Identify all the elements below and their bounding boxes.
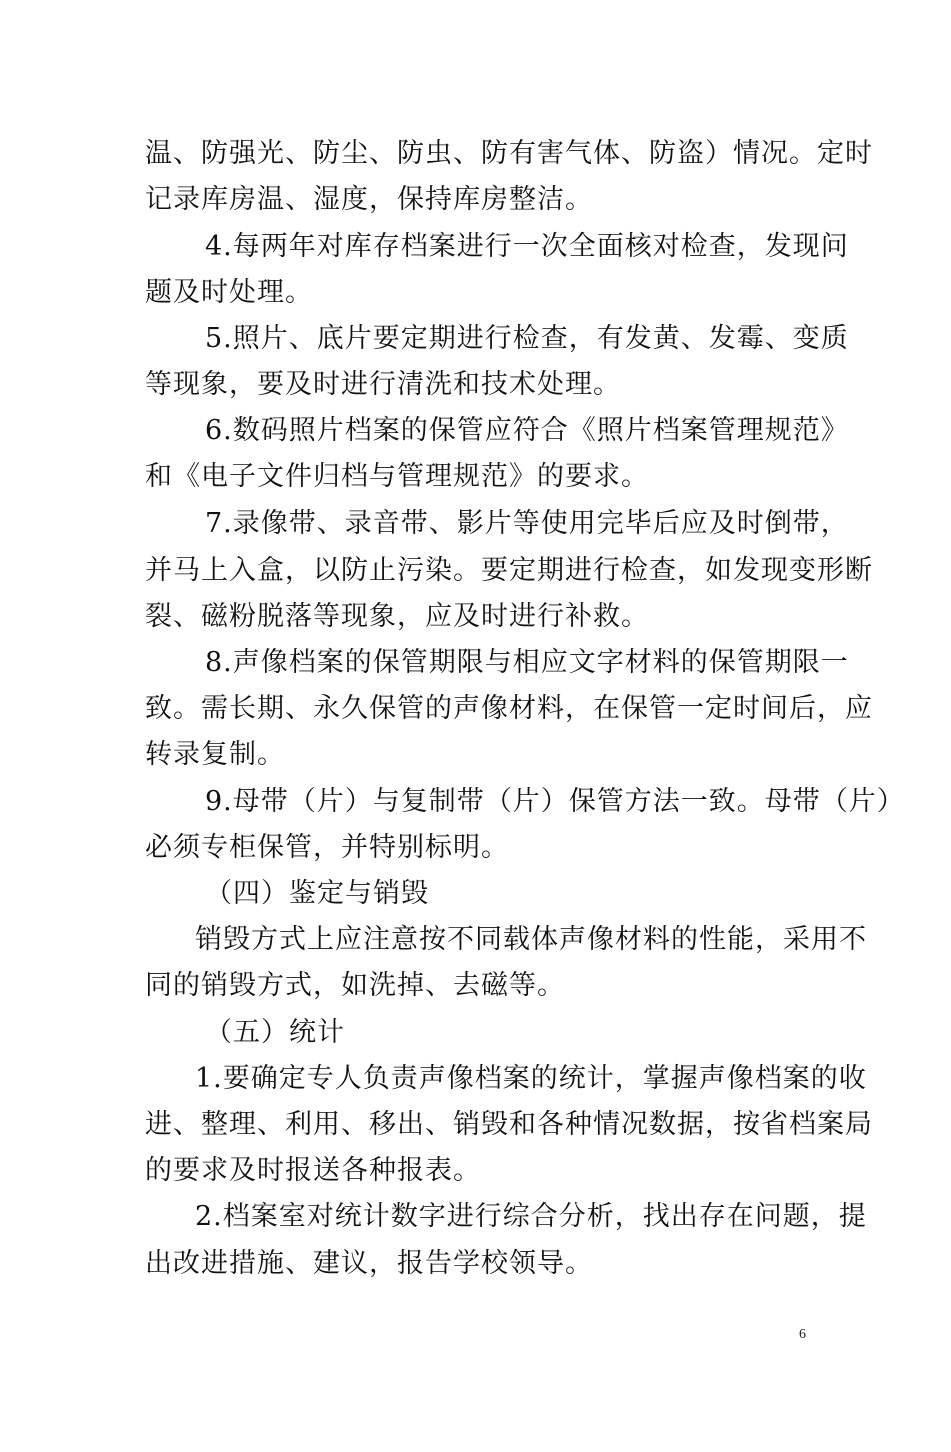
text-line-6: 等现象，要及时进行清洗和技术处理。 xyxy=(145,369,621,400)
section-heading-statistics: （五）统计 xyxy=(205,1017,345,1048)
text-line-13: 致。需长期、永久保管的声像材料，在保管一定时间后，应 xyxy=(145,693,873,724)
text-line-3: 4.每两年对库存档案进行一次全面核对检查，发现问 xyxy=(205,231,849,262)
text-line-14: 转录复制。 xyxy=(145,739,285,770)
text-line-12: 8.声像档案的保管期限与相应文字材料的保管期限一 xyxy=(205,647,849,678)
text-line-1: 温、防强光、防尘、防虫、防有害气体、防盗）情况。定时 xyxy=(145,138,873,169)
text-line-19: 同的销毁方式，如洗掉、去磁等。 xyxy=(145,970,565,1001)
text-line-2: 记录库房温、湿度，保持库房整洁。 xyxy=(145,184,593,215)
text-line-23: 的要求及时报送各种报表。 xyxy=(145,1155,481,1186)
text-line-21: 1.要确定专人负责声像档案的统计，掌握声像档案的收 xyxy=(195,1063,867,1094)
text-line-10: 并马上入盒，以防止污染。要定期进行检查，如发现变形断 xyxy=(145,555,873,586)
section-heading-appraisal: （四）鉴定与销毁 xyxy=(205,878,429,909)
text-line-4: 题及时处理。 xyxy=(145,277,313,308)
text-line-8: 和《电子文件归档与管理规范》的要求。 xyxy=(145,461,649,492)
text-line-7: 6.数码照片档案的保管应符合《照片档案管理规范》 xyxy=(205,415,849,446)
text-line-25: 出改进措施、建议，报告学校领导。 xyxy=(145,1248,593,1279)
text-line-24: 2.档案室对统计数字进行综合分析，找出存在问题，提 xyxy=(195,1201,867,1232)
text-line-16: 必须专柜保管，并特别标明。 xyxy=(145,832,509,863)
text-line-15: 9.母带（片）与复制带（片）保管方法一致。母带（片） xyxy=(205,786,905,817)
text-line-9: 7.录像带、录音带、影片等使用完毕后应及时倒带， xyxy=(205,508,849,539)
text-line-11: 裂、磁粉脱落等现象，应及时进行补救。 xyxy=(145,601,649,632)
text-line-22: 进、整理、利用、移出、销毁和各种情况数据，按省档案局 xyxy=(145,1109,873,1140)
text-line-5: 5.照片、底片要定期进行检查，有发黄、发霉、变质 xyxy=(205,323,849,354)
page-number: 6 xyxy=(799,1327,806,1342)
text-line-18: 销毁方式上应注意按不同载体声像材料的性能，采用不 xyxy=(195,924,867,955)
